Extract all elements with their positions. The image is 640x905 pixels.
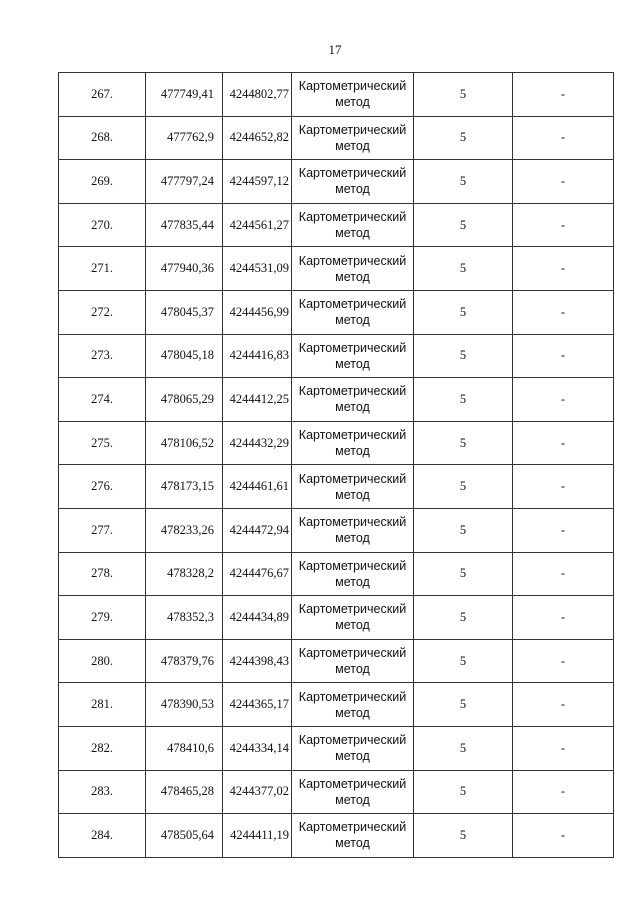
x-coordinate-cell: 477940,36 [146,247,223,291]
extra-cell: - [513,421,614,465]
y-coordinate-cell: 4244416,83 [223,334,292,378]
accuracy-cell: 5 [414,421,513,465]
point-number-cell: 277. [59,508,146,552]
method-cell: Картометрический метод [292,73,414,117]
accuracy-cell: 5 [414,683,513,727]
table-row [59,770,614,814]
accuracy-cell: 5 [414,160,513,204]
y-coordinate-cell: 4244472,94 [223,508,292,552]
method-cell: Картометрический метод [292,334,414,378]
method-cell: Картометрический метод [292,116,414,160]
point-number-cell: 272. [59,290,146,334]
extra-cell: - [513,203,614,247]
method-cell: Картометрический метод [292,726,414,770]
accuracy-cell: 5 [414,726,513,770]
method-cell: Картометрический метод [292,203,414,247]
method-cell: Картометрический метод [292,770,414,814]
table-row [59,596,614,640]
x-coordinate-cell: 477797,24 [146,160,223,204]
table-row [59,421,614,465]
y-coordinate-cell: 4244456,99 [223,290,292,334]
y-coordinate-cell: 4244411,19 [223,814,292,858]
x-coordinate-cell: 478352,3 [146,596,223,640]
table-row [59,73,614,117]
table-row [59,203,614,247]
y-coordinate-cell: 4244597,12 [223,160,292,204]
accuracy-cell: 5 [414,508,513,552]
method-cell: Картометрический метод [292,596,414,640]
extra-cell: - [513,596,614,640]
point-number-cell: 280. [59,639,146,683]
accuracy-cell: 5 [414,334,513,378]
accuracy-cell: 5 [414,290,513,334]
point-number-cell: 279. [59,596,146,640]
y-coordinate-cell: 4244377,02 [223,770,292,814]
method-cell: Картометрический метод [292,639,414,683]
coordinates-table-body [59,73,614,858]
accuracy-cell: 5 [414,203,513,247]
method-cell: Картометрический метод [292,247,414,291]
y-coordinate-cell: 4244434,89 [223,596,292,640]
extra-cell: - [513,378,614,422]
accuracy-cell: 5 [414,465,513,509]
table-row [59,552,614,596]
accuracy-cell: 5 [414,596,513,640]
x-coordinate-cell: 478379,76 [146,639,223,683]
point-number-cell: 284. [59,814,146,858]
extra-cell: - [513,639,614,683]
page-number: 17 [328,42,342,57]
accuracy-cell: 5 [414,770,513,814]
method-cell: Картометрический метод [292,508,414,552]
y-coordinate-cell: 4244432,29 [223,421,292,465]
method-cell: Картометрический метод [292,160,414,204]
extra-cell: - [513,334,614,378]
extra-cell: - [513,116,614,160]
table-row [59,508,614,552]
table-row [59,378,614,422]
x-coordinate-cell: 478106,52 [146,421,223,465]
method-cell: Картометрический метод [292,814,414,858]
point-number-cell: 281. [59,683,146,727]
table-row [59,814,614,858]
x-coordinate-cell: 478390,53 [146,683,223,727]
extra-cell: - [513,73,614,117]
table-row [59,160,614,204]
point-number-cell: 276. [59,465,146,509]
y-coordinate-cell: 4244561,27 [223,203,292,247]
method-cell: Картометрический метод [292,421,414,465]
x-coordinate-cell: 478045,18 [146,334,223,378]
point-number-cell: 274. [59,378,146,422]
extra-cell: - [513,160,614,204]
x-coordinate-cell: 478233,26 [146,508,223,552]
x-coordinate-cell: 477749,41 [146,73,223,117]
x-coordinate-cell: 478328,2 [146,552,223,596]
accuracy-cell: 5 [414,73,513,117]
extra-cell: - [513,552,614,596]
point-number-cell: 273. [59,334,146,378]
point-number-cell: 268. [59,116,146,160]
accuracy-cell: 5 [414,639,513,683]
method-cell: Картометрический метод [292,465,414,509]
x-coordinate-cell: 477835,44 [146,203,223,247]
point-number-cell: 270. [59,203,146,247]
x-coordinate-cell: 477762,9 [146,116,223,160]
extra-cell: - [513,770,614,814]
y-coordinate-cell: 4244531,09 [223,247,292,291]
extra-cell: - [513,726,614,770]
table-row [59,290,614,334]
table-row [59,247,614,291]
y-coordinate-cell: 4244365,17 [223,683,292,727]
x-coordinate-cell: 478045,37 [146,290,223,334]
point-number-cell: 283. [59,770,146,814]
extra-cell: - [513,683,614,727]
table-row [59,116,614,160]
table-row [59,683,614,727]
point-number-cell: 267. [59,73,146,117]
coordinates-table [58,72,614,858]
y-coordinate-cell: 4244476,67 [223,552,292,596]
point-number-cell: 275. [59,421,146,465]
y-coordinate-cell: 4244802,77 [223,73,292,117]
x-coordinate-cell: 478173,15 [146,465,223,509]
extra-cell: - [513,247,614,291]
accuracy-cell: 5 [414,378,513,422]
x-coordinate-cell: 478410,6 [146,726,223,770]
y-coordinate-cell: 4244334,14 [223,726,292,770]
method-cell: Картометрический метод [292,683,414,727]
method-cell: Картометрический метод [292,552,414,596]
x-coordinate-cell: 478065,29 [146,378,223,422]
method-cell: Картометрический метод [292,290,414,334]
accuracy-cell: 5 [414,552,513,596]
point-number-cell: 271. [59,247,146,291]
extra-cell: - [513,508,614,552]
x-coordinate-cell: 478465,28 [146,770,223,814]
y-coordinate-cell: 4244652,82 [223,116,292,160]
y-coordinate-cell: 4244412,25 [223,378,292,422]
point-number-cell: 269. [59,160,146,204]
table-row [59,334,614,378]
point-number-cell: 282. [59,726,146,770]
table-row [59,639,614,683]
y-coordinate-cell: 4244461,61 [223,465,292,509]
x-coordinate-cell: 478505,64 [146,814,223,858]
extra-cell: - [513,814,614,858]
method-cell: Картометрический метод [292,378,414,422]
y-coordinate-cell: 4244398,43 [223,639,292,683]
extra-cell: - [513,465,614,509]
point-number-cell: 278. [59,552,146,596]
accuracy-cell: 5 [414,116,513,160]
table-row [59,465,614,509]
accuracy-cell: 5 [414,247,513,291]
table-row [59,726,614,770]
extra-cell: - [513,290,614,334]
accuracy-cell: 5 [414,814,513,858]
